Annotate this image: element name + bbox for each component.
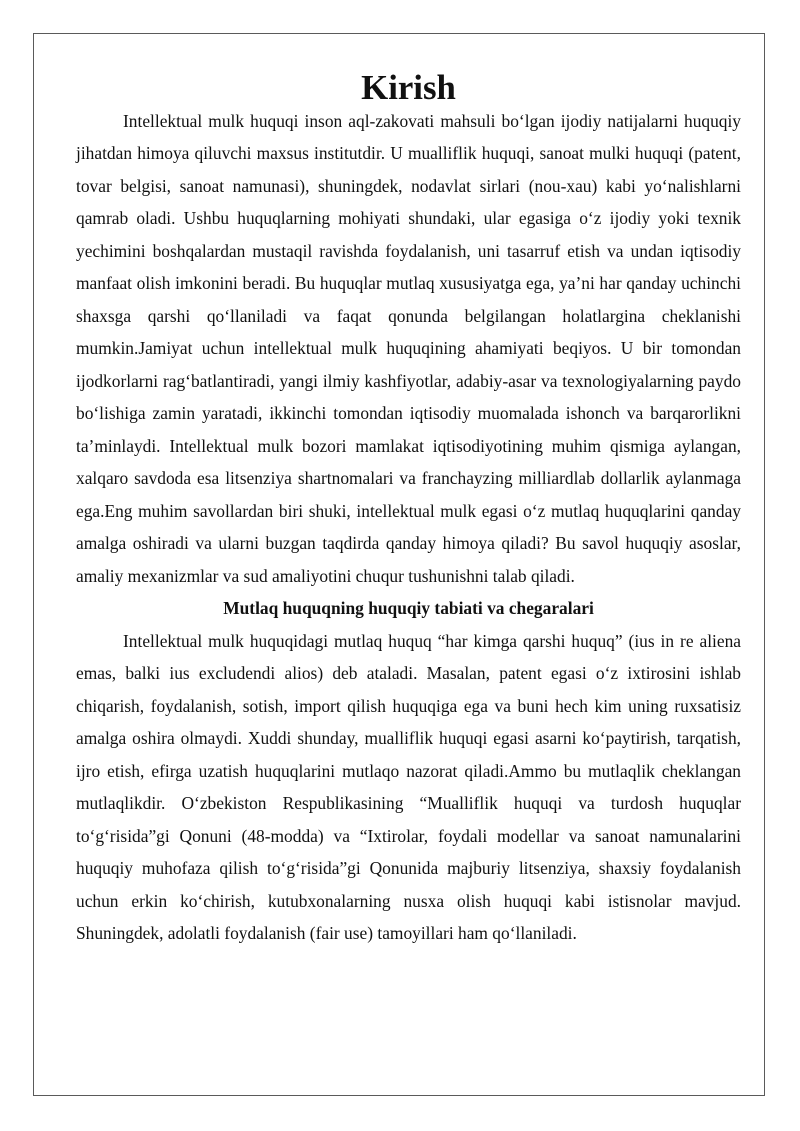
exclusive-rights-paragraph: Intellektual mulk huquqidagi mutlaq huquq “har kimga qarshi huquq” (ius in re aliena emas, balki ius excludendi alios) deb ataladi. Masalan, patent egasi o‘z ixtirosini ishlab chiqarish, foydalanish, sotish, import qilish huquqiga ega va buni hech kim uning ruxsatisiz amalga oshira olmaydi. Xuddi shunday, mualliflik huquqi egasi asarni ko‘paytirish, tarqatish, ijro etish, efirga uzatish huquqlarini mutlaqo nazorat qiladi.Ammo bu mutlaqlik cheklangan mutlaqlikdir. O‘zbekiston Respublikasining “Mualliflik huquqi va turdosh huquqlar to‘g‘risida”gi Qonuni (48-modda) va “Ixtirolar, foydali modellar va sanoat namunalarini huquqiy muhofaza qilish to‘g‘risida”gi Qonunida majburiy litsenziya, shaxsiy foydalanish uchun erkin ko‘chirish, kutubxonalarning nusxa olish huquqi kabi istisnolar mavjud. Shuningdek, adolatli foydalanish (fair use) tamoyillari ham qo‘llaniladi. (76, 630, 741, 943)
introduction-paragraph: Intellektual mulk huquqi inson aql-zakovati mahsuli bo‘lgan ijodiy natijalarni huquqiy jihatdan himoya qiluvchi maxsus institutdir. U mualliflik huquqi, sanoat mulki huquqi (patent, tovar belgisi, sanoat namunasi), shuningdek, nodavlat sirlari (nou-xau) kabi yo‘nalishlarni qamrab oladi. Ushbu huquqlarning mohiyati shundaki, ular egasiga o‘z ijodiy yoki texnik yechimini boshqalardan mustaqil ravishda foydalanish, uni tasarruf etish va undan iqtisodiy manfaat olish imkonini beradi. Bu huquqlar mutlaq xususiyatga ega, ya’ni har qanday uchinchi shaxsga qarshi qo‘llaniladi va faqat qonunda belgilangan holatlargina cheklanishi mumkin.Jamiyat uchun intellektual mulk huquqining ahamiyati beqiyos. U bir tomondan ijodkorlarni rag‘batlantiradi, yangi ilmiy kashfiyotlar, adabiy-asar va texnologiyalarning paydo bo‘lishiga zamin yaratadi, ikkinchi tomondan iqtisodiy muomalada ishonch va barqarorlikni ta’minlaydi. Intellektual mulk bozori mamlakat iqtisodiyotining muhim qismiga aylangan, xalqaro savdoda esa litsenziya shartnomalari va franchayzing milliardlab dollarlik aylanmaga ega.Eng muhim savollardan biri shuki, intellektual mulk egasi o‘z mutlaq huquqlarini qanday amalga oshiradi va ularni buzgan taqdirda qanday himoya qiladi? Bu savol huquqiy asoslar, amaliy mexanizmlar va sud amaliyotini chuqur tushunishni talab qiladi. (76, 110, 741, 586)
section-heading-introduction: Kirish (361, 68, 456, 107)
section-heading-exclusive-rights: Mutlaq huquqning huquqiy tabiati va chegaralari (223, 598, 594, 618)
document-body (76, 68, 741, 950)
